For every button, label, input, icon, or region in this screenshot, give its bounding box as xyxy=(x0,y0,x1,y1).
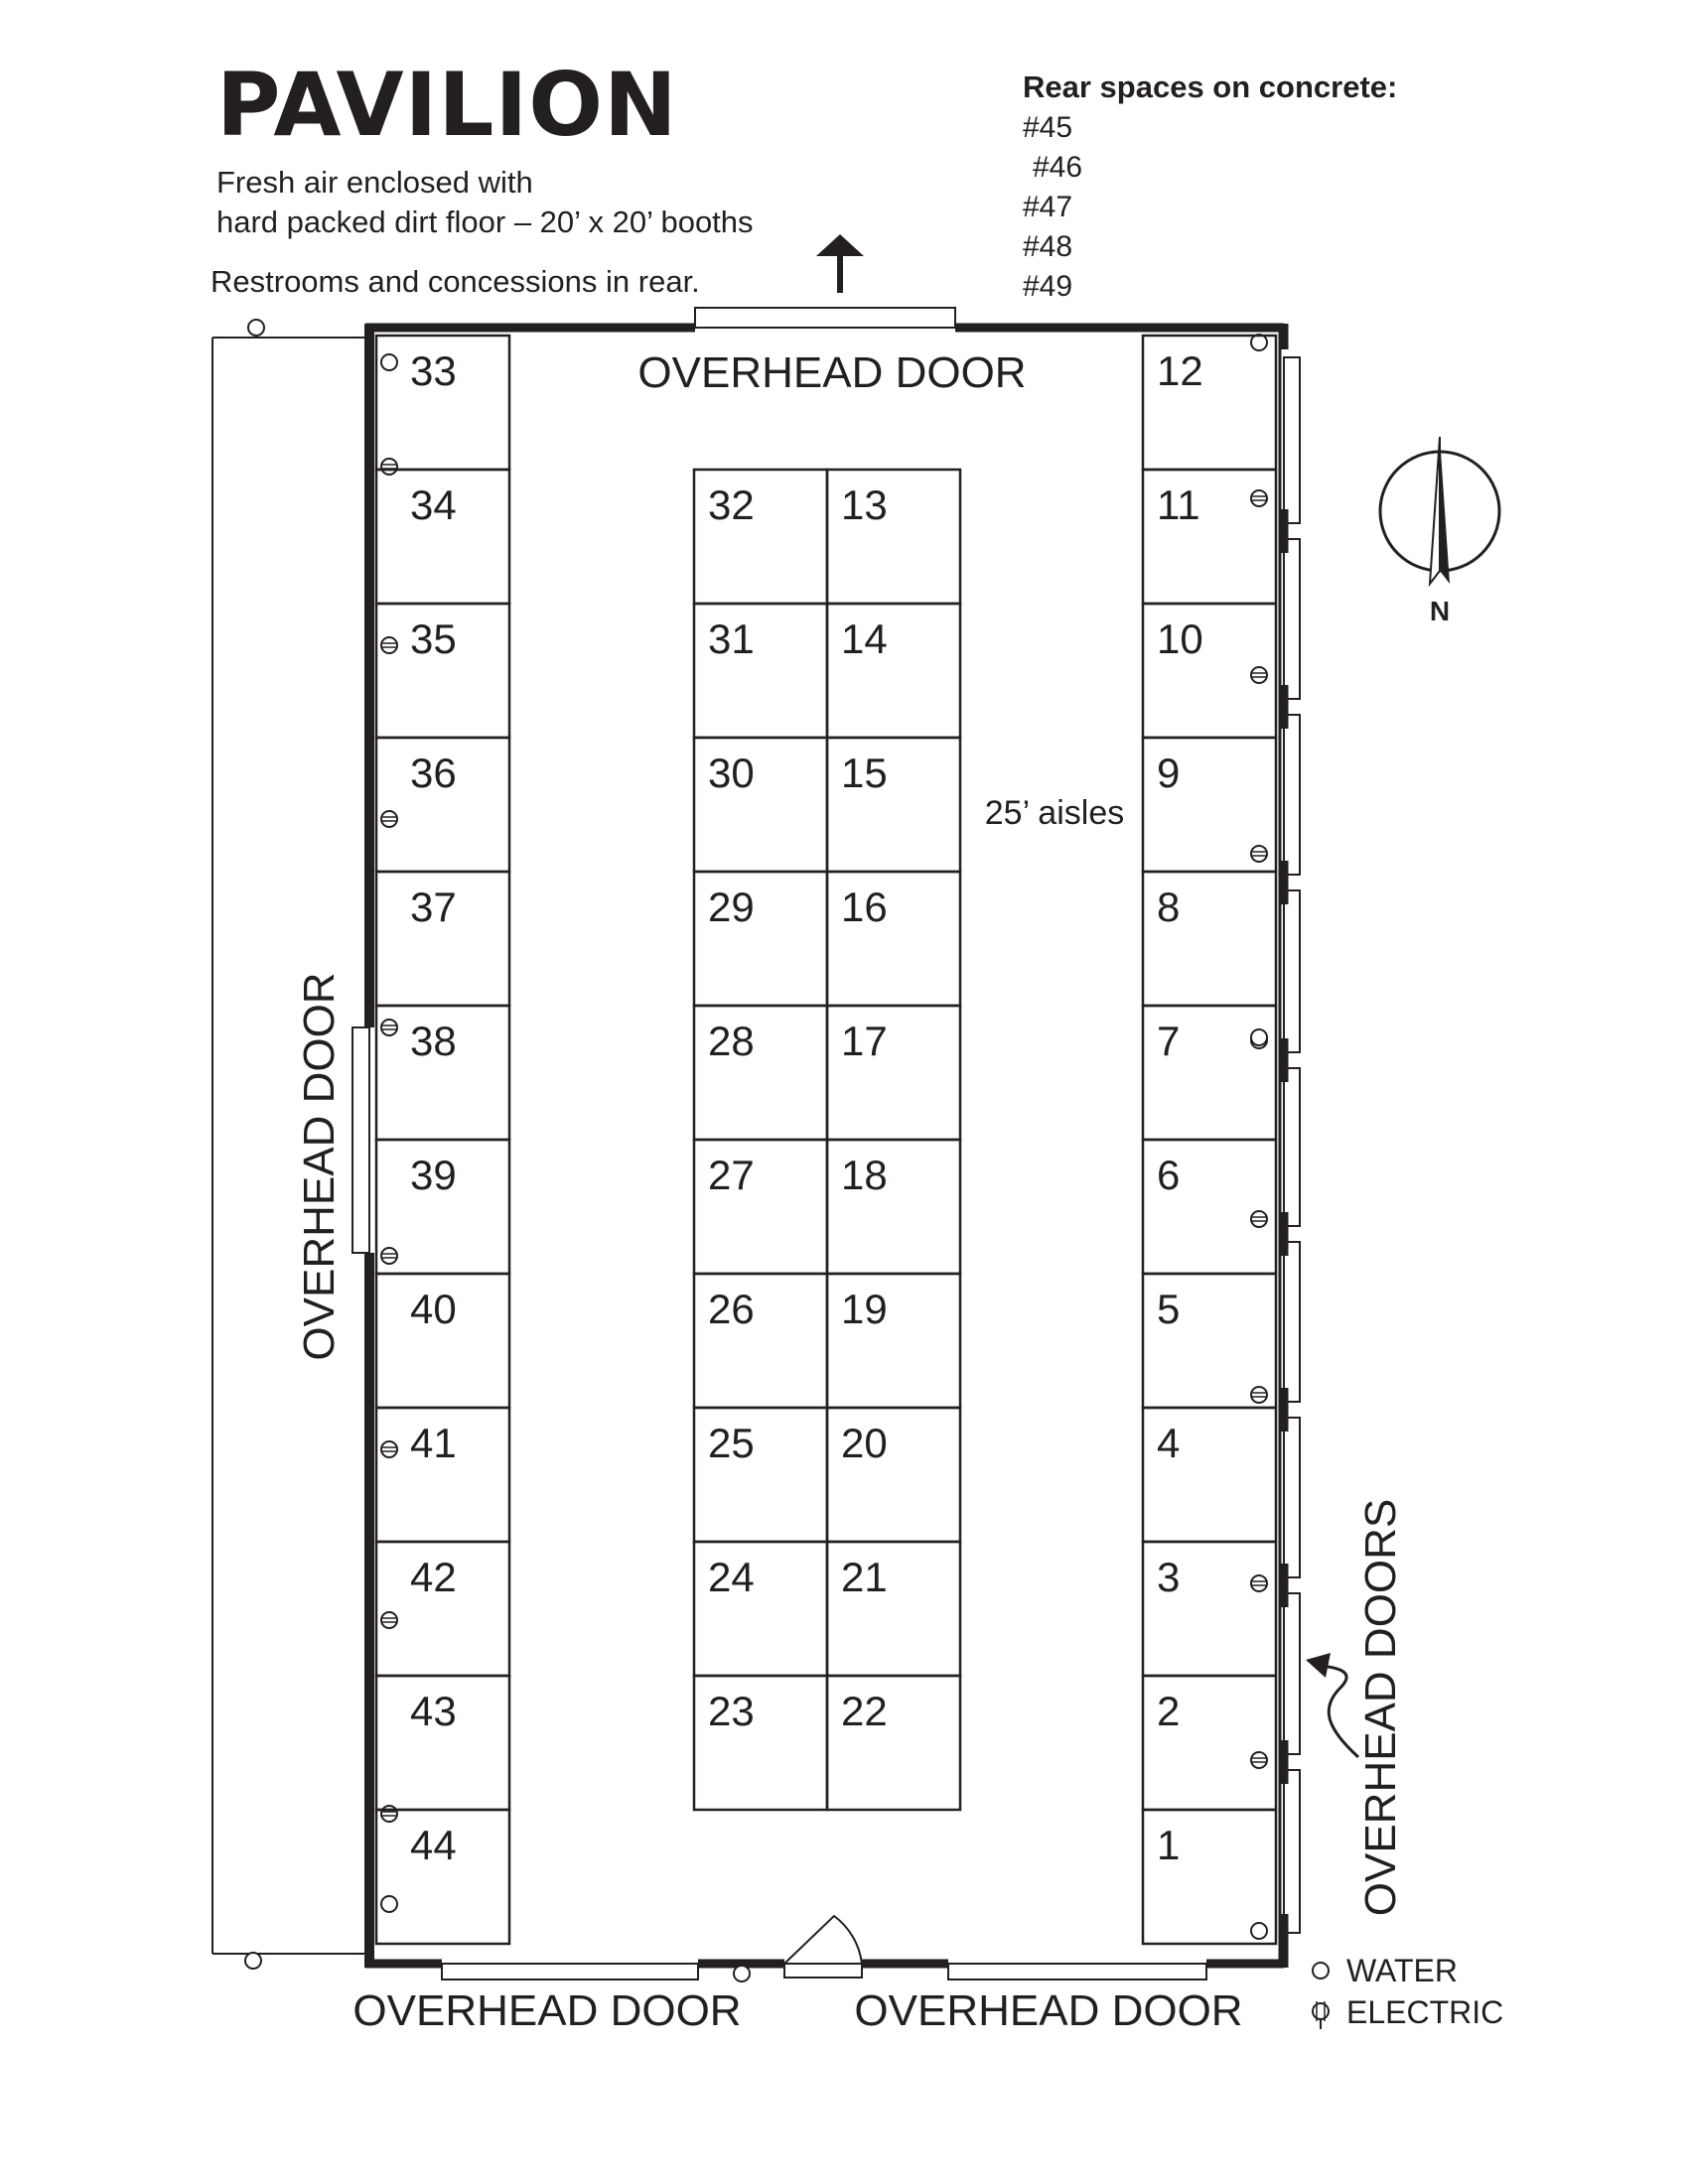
electric-icon xyxy=(381,637,397,653)
booth-label: 8 xyxy=(1157,884,1181,930)
water-icon xyxy=(248,320,264,336)
compass-label: N xyxy=(1429,596,1451,626)
left-overhead-door[interactable] xyxy=(352,1027,369,1253)
east-overhead-door[interactable] xyxy=(1284,1770,1300,1933)
electric-icon xyxy=(381,459,397,475)
booth-label: 36 xyxy=(410,750,457,796)
booth-label: 9 xyxy=(1157,750,1181,796)
subtitle-line-1: Fresh air enclosed with xyxy=(216,165,533,200)
water-icon xyxy=(1251,1923,1267,1939)
electric-icon xyxy=(1251,846,1267,862)
water-icon xyxy=(245,1953,261,1969)
electric-icon xyxy=(1251,667,1267,683)
arrow-up-icon xyxy=(816,234,864,293)
booth-label: 21 xyxy=(841,1554,888,1600)
compass-icon xyxy=(1380,437,1499,584)
top-door-label: OVERHEAD DOOR xyxy=(637,348,1027,397)
rear-space-item: #47 xyxy=(1023,191,1073,223)
electric-icon xyxy=(1251,1752,1267,1768)
booth-label: 18 xyxy=(841,1152,888,1198)
east-overhead-door[interactable] xyxy=(1284,1242,1300,1402)
east-overhead-door[interactable] xyxy=(1284,357,1300,523)
booth-label: 39 xyxy=(410,1152,457,1198)
electric-icon xyxy=(381,1441,397,1457)
east-overhead-door[interactable] xyxy=(1284,539,1300,699)
booth-label: 14 xyxy=(841,615,888,662)
booth-label: 5 xyxy=(1157,1286,1181,1332)
bottom-left-overhead-door[interactable] xyxy=(442,1964,698,1979)
bottom-left-door-label: OVERHEAD DOOR xyxy=(352,1986,742,2035)
legend-electric-label: ELECTRIC xyxy=(1346,1994,1504,2030)
booth-label: 15 xyxy=(841,750,888,796)
rear-spaces-heading: Rear spaces on concrete: xyxy=(1023,69,1398,104)
entry-door[interactable] xyxy=(784,1964,862,1978)
electric-icon xyxy=(1251,1387,1267,1403)
rear-space-item: #46 xyxy=(1033,151,1083,184)
curved-arrow-icon xyxy=(1306,1653,1358,1757)
booth-label: 16 xyxy=(841,884,888,930)
water-icon xyxy=(381,1896,397,1912)
east-overhead-door[interactable] xyxy=(1284,715,1300,875)
booth-label: 43 xyxy=(410,1688,457,1734)
booth-label: 42 xyxy=(410,1554,457,1600)
door-swing xyxy=(784,1916,862,1964)
east-overhead-door[interactable] xyxy=(1284,1418,1300,1577)
bottom-right-overhead-door[interactable] xyxy=(948,1964,1206,1979)
booth-label: 19 xyxy=(841,1286,888,1332)
bottom-right-door-label: OVERHEAD DOOR xyxy=(854,1986,1243,2035)
electric-icon xyxy=(381,811,397,827)
booth-label: 6 xyxy=(1157,1152,1181,1198)
left-door-label: OVERHEAD DOOR xyxy=(295,972,344,1361)
booth-label: 20 xyxy=(841,1420,888,1466)
booth-label: 31 xyxy=(708,615,755,662)
aisle-note: 25’ aisles xyxy=(984,794,1125,832)
electric-icon xyxy=(381,1806,397,1822)
booth-label: 2 xyxy=(1157,1688,1181,1734)
electric-icon xyxy=(1251,490,1267,506)
booth-label: 17 xyxy=(841,1018,888,1064)
booth-label: 33 xyxy=(410,347,457,394)
booth-label: 34 xyxy=(410,481,457,528)
booth-label: 25 xyxy=(708,1420,755,1466)
east-overhead-door[interactable] xyxy=(1284,890,1300,1052)
booth-label: 4 xyxy=(1157,1420,1181,1466)
booth-label: 11 xyxy=(1157,481,1200,528)
east-overhead-door[interactable] xyxy=(1284,1593,1300,1754)
booth-grid xyxy=(376,336,1276,1944)
booth-label: 10 xyxy=(1157,615,1203,662)
water-icon xyxy=(1251,335,1267,350)
booth-label: 28 xyxy=(708,1018,755,1064)
page-title: PAVILION xyxy=(216,54,678,156)
rear-space-item: #49 xyxy=(1023,270,1073,303)
top-overhead-door[interactable] xyxy=(695,308,955,328)
booth-label: 13 xyxy=(841,481,888,528)
right-doors-label: OVERHEAD DOORS xyxy=(1356,1498,1405,1917)
booth-label: 12 xyxy=(1157,347,1203,394)
electric-icon xyxy=(381,1020,397,1035)
electric-icon xyxy=(1251,1211,1267,1227)
subtitle-line-2: hard packed dirt floor – 20’ x 20’ booths xyxy=(216,205,754,239)
restrooms-note: Restrooms and concessions in rear. xyxy=(211,264,700,299)
booth-label: 32 xyxy=(708,481,755,528)
booth-label: 29 xyxy=(708,884,755,930)
booth-label: 40 xyxy=(410,1286,457,1332)
electric-icon xyxy=(1251,1575,1267,1591)
electric-icon xyxy=(381,1612,397,1628)
water-icon xyxy=(1251,1029,1267,1045)
electric-icon xyxy=(381,1248,397,1264)
booth-label: 30 xyxy=(708,750,755,796)
water-icon xyxy=(381,354,397,370)
booth-label: 44 xyxy=(410,1822,457,1868)
booth-label: 27 xyxy=(708,1152,755,1198)
booth-label: 23 xyxy=(708,1688,755,1734)
booth-label: 37 xyxy=(410,884,457,930)
booth-label: 38 xyxy=(410,1018,457,1064)
booth-label: 1 xyxy=(1157,1822,1181,1868)
electric-icon xyxy=(1313,2001,1329,2029)
booth-label: 3 xyxy=(1157,1554,1181,1600)
rear-space-item: #45 xyxy=(1023,111,1073,144)
east-overhead-door[interactable] xyxy=(1284,1068,1300,1226)
legend-water-label: WATER xyxy=(1346,1953,1458,1988)
water-icon xyxy=(734,1966,750,1981)
booth-label: 35 xyxy=(410,615,457,662)
rear-space-item: #48 xyxy=(1023,230,1073,263)
booth-label: 41 xyxy=(410,1420,457,1466)
booth-label: 22 xyxy=(841,1688,888,1734)
booth-label: 7 xyxy=(1157,1018,1181,1064)
water-icon xyxy=(1313,1963,1329,1979)
booth-label: 26 xyxy=(708,1286,755,1332)
booth-label: 24 xyxy=(708,1554,755,1600)
